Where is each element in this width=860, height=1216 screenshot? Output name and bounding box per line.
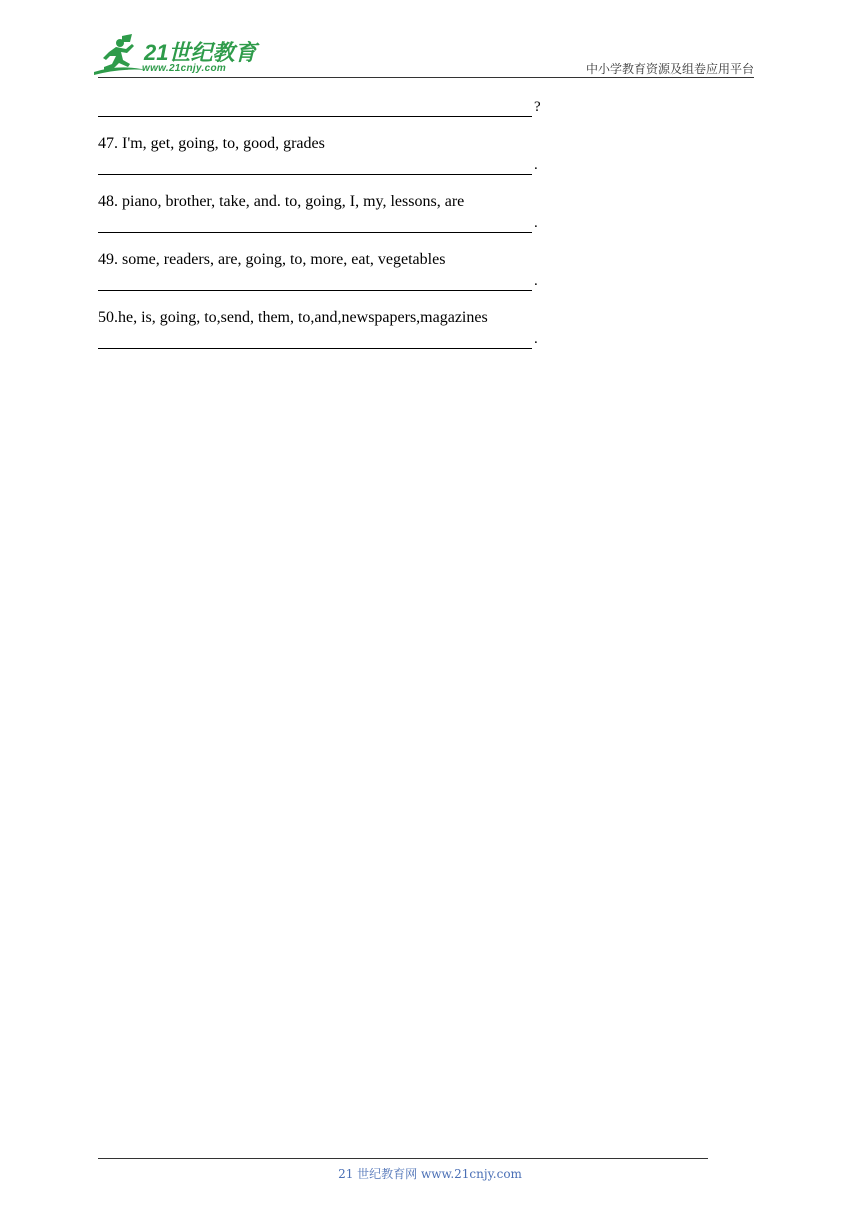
site-logo[interactable]: [92, 34, 262, 78]
question-47: 47. I'm, get, going, to, good, grades: [98, 135, 325, 152]
exercise-content: [98, 96, 558, 350]
footer-text[interactable]: 21 世纪教育网 www.21cnjy.com: [338, 1167, 522, 1181]
answer-underline: [98, 232, 532, 233]
logo-text: 21世纪教育: [144, 40, 257, 65]
answer-punctuation: .: [534, 215, 538, 231]
answer-punctuation: .: [534, 157, 538, 173]
runner-logo-icon: [92, 34, 148, 78]
answer-line-49[interactable]: [98, 270, 558, 292]
answer-punctuation: .: [534, 273, 538, 289]
question-49: 49. some, readers, are, going, to, more, eat, vegetables: [98, 251, 446, 268]
logo-url: www.21cnjy.com: [142, 63, 227, 74]
answer-underline: [98, 116, 532, 117]
question-50: 50.he, is, going, to,send, them, to,and,newspapers,magazines: [98, 309, 488, 326]
page-header: [0, 0, 860, 80]
answer-line-47[interactable]: [98, 154, 558, 176]
answer-underline: [98, 174, 532, 175]
header-divider: [98, 77, 754, 78]
answer-line-46[interactable]: [98, 96, 558, 118]
footer-divider: [98, 1158, 708, 1159]
answer-line-48[interactable]: [98, 212, 558, 234]
answer-punctuation: ?: [534, 99, 541, 115]
answer-underline: [98, 290, 532, 291]
header-tagline: 中小学教育资源及组卷应用平台: [585, 62, 754, 76]
answer-punctuation: .: [534, 331, 538, 347]
answer-line-50[interactable]: [98, 328, 558, 350]
question-48: 48. piano, brother, take, and. to, going, I, my, lessons, are: [98, 193, 465, 210]
answer-underline: [98, 348, 532, 349]
